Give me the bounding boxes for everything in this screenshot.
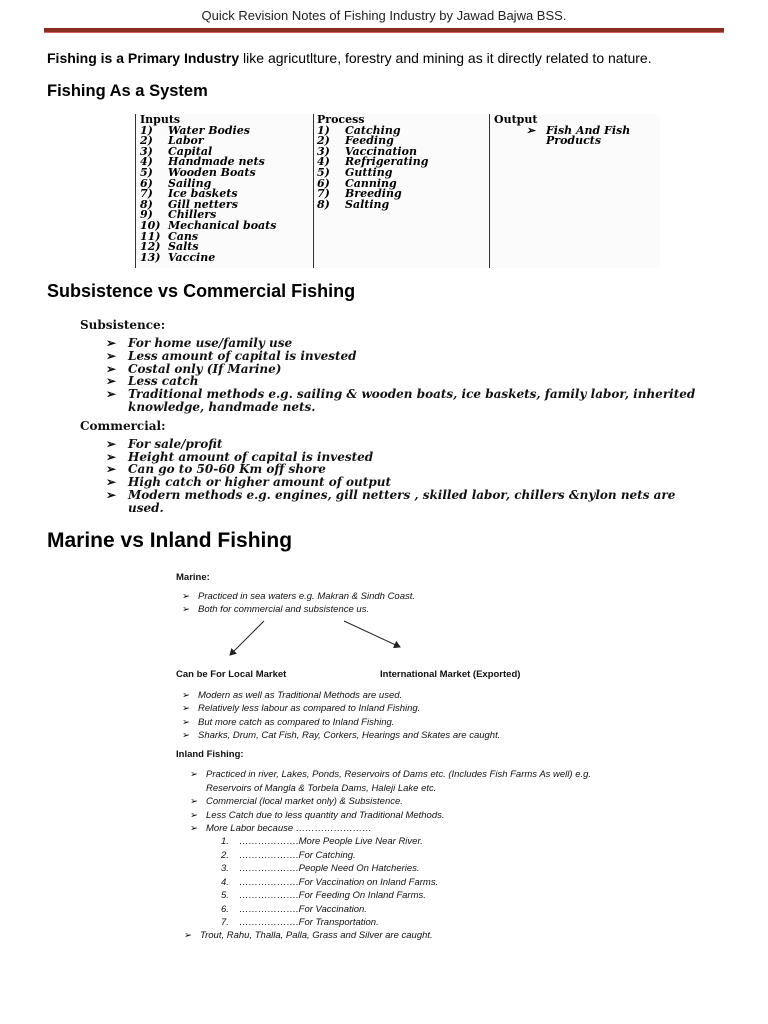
item-text: Mechanical boats — [168, 218, 277, 232]
list-item — [140, 250, 313, 264]
item-text: Modern as well as Traditional Methods are used. — [198, 689, 403, 701]
subsistence-title: Subsistence: — [80, 318, 166, 332]
list-item — [317, 176, 489, 190]
system-table — [135, 114, 660, 268]
item-number: 7. — [221, 916, 229, 928]
item-text: Both for commercial and subsistence us. — [198, 604, 370, 616]
item-text: Vaccine — [168, 250, 216, 264]
item-text: Vaccination — [345, 144, 417, 158]
subsistence-heading: Subsistence vs Commercial Fishing — [47, 281, 356, 301]
caught-list — [178, 929, 606, 942]
item-text: Relatively less labour as compared to Inland Fishing. — [198, 703, 421, 715]
list-item — [176, 716, 606, 729]
list-item — [80, 489, 700, 515]
arrow-bullet-icon: ➢ — [106, 475, 117, 490]
item-text: Sharks, Drum, Cat Fish, Ray, Corkers, Hearings and Skates are caught. — [198, 730, 501, 742]
item-number: 4) — [140, 155, 153, 169]
inland-list — [184, 768, 606, 835]
list-item — [184, 768, 606, 795]
list-item — [140, 242, 313, 253]
item-text: But more catch as compared to Inland Fishing. — [198, 716, 395, 728]
output-text: Fish And Fish Products — [546, 123, 631, 148]
system-heading: Fishing As a System — [47, 82, 208, 100]
item-text: Salts — [168, 240, 199, 254]
arrow-bullet-icon: ➢ — [106, 462, 117, 477]
item-text: Cans — [168, 229, 199, 243]
list-item — [178, 929, 606, 942]
item-number: 1. — [221, 836, 229, 848]
item-text: ……………….For Transportation. — [239, 916, 379, 928]
list-item — [221, 862, 606, 875]
marine-heading: Marine vs Inland Fishing — [47, 529, 293, 552]
subsistence-block — [80, 318, 700, 515]
item-text: ……………….For Feeding On Inland Farms. — [239, 890, 426, 902]
item-text: Breeding — [345, 187, 402, 201]
item-text: ……………….For Vaccination. — [239, 903, 367, 915]
item-number: 5) — [317, 165, 330, 179]
item-text: Ice baskets — [168, 187, 238, 201]
arrow-bullet-icon: ➢ — [190, 809, 198, 821]
subsistence-list — [80, 337, 700, 414]
list-item — [140, 136, 313, 147]
arrow-bullet-icon: ➢ — [182, 730, 190, 742]
arrow-bullet-icon: ➢ — [526, 123, 536, 137]
item-number: 1) — [140, 123, 153, 137]
item-number: 8) — [140, 197, 153, 211]
item-text: Chillers — [168, 208, 217, 222]
commercial-title: Commercial: — [80, 418, 166, 433]
marine-title: Marine: — [176, 572, 210, 583]
list-item — [221, 916, 606, 929]
item-text: Practiced in river, Lakes, Ponds, Reservoirs of Dams etc. (Includes Fish Farms As well) e.g. Reservoirs of Mangla & Torbela Dams, Haleji Lake etc. — [206, 769, 592, 794]
arrow-bullet-icon: ➢ — [182, 716, 190, 728]
item-number: 10) — [140, 218, 161, 232]
item-number: 7) — [317, 187, 330, 201]
item-number: 5. — [221, 890, 229, 902]
item-text: Gutting — [345, 165, 393, 179]
market-list — [176, 689, 606, 743]
marine-list — [176, 590, 606, 617]
item-text: High catch or higher amount of output — [128, 475, 391, 490]
list-item — [317, 189, 489, 200]
header-divider — [44, 28, 724, 33]
list-item — [140, 229, 313, 243]
arrow-right-icon — [344, 621, 400, 647]
item-text: Can go to 50-60 Km off shore — [128, 462, 326, 477]
list-item — [140, 165, 313, 179]
item-text: Height amount of capital is invested — [128, 449, 374, 464]
item-text: Feeding — [345, 134, 394, 148]
list-item — [176, 689, 606, 702]
inputs-list — [136, 123, 313, 264]
item-text: Handmade nets — [168, 155, 265, 169]
output-item — [490, 123, 660, 148]
item-text: For sale/profit — [128, 436, 223, 451]
arrow-bullet-icon: ➢ — [182, 689, 190, 701]
item-number: 12) — [140, 240, 161, 254]
item-text: For home use/family use — [128, 336, 293, 350]
item-text: Sailing — [168, 176, 212, 190]
process-header: Process — [317, 113, 365, 126]
arrow-bullet-icon: ➢ — [106, 348, 117, 363]
list-item — [80, 388, 700, 414]
page-header: Quick Revision Notes of Fishing Industry by Jawad Bajwa BSS. — [201, 8, 567, 23]
list-item — [176, 603, 606, 616]
list-item — [221, 849, 606, 862]
item-number: 3. — [221, 863, 229, 875]
item-number: 2) — [140, 134, 153, 148]
item-text: Practiced in sea waters e.g. Makran & Sindh Coast. — [198, 591, 416, 602]
item-number: 4. — [221, 876, 229, 888]
item-text: Less amount of capital is invested — [128, 348, 357, 363]
item-text: Traditional methods e.g. sailing & wooden boats, ice baskets, family labor, inherited knowledge, handmade nets. — [128, 387, 696, 414]
item-text: Refrigerating — [345, 155, 429, 169]
list-item — [221, 876, 606, 889]
output-header: Output — [494, 113, 538, 126]
item-text: Water Bodies — [168, 123, 250, 137]
arrow-bullet-icon: ➢ — [106, 449, 117, 464]
item-number: 7) — [140, 187, 153, 201]
list-item — [317, 157, 489, 168]
list-item — [184, 795, 606, 808]
list-item — [140, 123, 313, 137]
item-text: Salting — [345, 197, 390, 211]
item-number: 2. — [221, 849, 229, 861]
item-text: ……………….For Vaccination on Inland Farms. — [239, 876, 439, 888]
local-market-label: Can be For Local Market — [176, 668, 287, 680]
arrow-bullet-icon: ➢ — [190, 823, 198, 835]
item-text: Less Catch due to less quantity and Traditional Methods. — [206, 809, 445, 821]
item-text: Labor — [168, 134, 204, 148]
item-text: Canning — [345, 176, 397, 190]
item-text: Wooden Boats — [168, 165, 256, 179]
arrow-bullet-icon: ➢ — [106, 436, 117, 451]
list-item — [317, 197, 489, 211]
item-text: Costal only (If Marine) — [128, 361, 282, 376]
arrow-bullet-icon: ➢ — [182, 703, 190, 715]
item-number: 3) — [317, 144, 330, 158]
inputs-column — [135, 114, 314, 268]
item-number: 5) — [140, 165, 153, 179]
list-item — [221, 903, 606, 916]
item-text: Less catch — [128, 374, 199, 389]
list-item — [184, 809, 606, 822]
arrow-bullet-icon: ➢ — [182, 604, 190, 616]
item-text: ……………….More People Live Near River. — [239, 836, 423, 848]
caught-text: Trout, Rahu, Thalla, Palla, Grass and Silver are caught. — [200, 930, 433, 942]
item-text: ……………….For Catching. — [239, 849, 356, 861]
marine-block — [176, 572, 606, 943]
item-text: Gill netters — [168, 197, 238, 211]
item-number: 6) — [140, 176, 153, 190]
process-column — [313, 114, 490, 268]
item-number: 8) — [317, 197, 330, 211]
list-item — [317, 123, 489, 137]
arrow-bullet-icon: ➢ — [106, 361, 117, 376]
arrow-bullet-icon: ➢ — [106, 336, 117, 350]
item-text: ……………….People Need On Hatcheries. — [239, 863, 420, 875]
arrow-left-icon — [230, 621, 264, 655]
intro-bold: Fishing is a Primary Industry — [47, 50, 240, 66]
item-number: 6) — [317, 176, 330, 190]
item-number: 1) — [317, 123, 330, 137]
market-labels — [176, 669, 606, 683]
list-item — [184, 822, 606, 835]
arrow-bullet-icon: ➢ — [184, 930, 192, 942]
intro-rest: like agricutlture, forestry and mining as it directly related to nature. — [239, 50, 652, 66]
item-number: 2) — [317, 134, 330, 148]
arrow-bullet-icon: ➢ — [106, 374, 117, 389]
arrow-bullet-icon: ➢ — [106, 387, 117, 402]
inland-title: Inland Fishing: — [176, 749, 244, 761]
arrow-bullet-icon: ➢ — [182, 591, 190, 602]
inputs-header: Inputs — [140, 113, 181, 126]
list-item — [221, 889, 606, 902]
item-number: 3) — [140, 144, 153, 158]
process-list — [313, 123, 489, 211]
list-item — [317, 165, 489, 179]
arrow-bullet-icon: ➢ — [106, 487, 117, 502]
item-text: Catching — [345, 123, 401, 137]
item-number: 6. — [221, 903, 229, 915]
item-number: 13) — [140, 250, 161, 264]
labor-reasons-list — [176, 835, 606, 929]
arrow-bullet-icon: ➢ — [190, 796, 198, 808]
list-item — [176, 590, 606, 603]
list-item — [221, 835, 606, 848]
item-number: 11) — [140, 229, 161, 243]
list-item — [140, 218, 313, 232]
list-item — [176, 729, 606, 742]
international-market-label: International Market (Exported) — [380, 668, 521, 680]
split-arrows-diagram — [176, 617, 606, 669]
item-number: 9) — [140, 208, 153, 222]
item-number: 4) — [317, 155, 330, 169]
list-item — [176, 702, 606, 715]
item-text: Modern methods e.g. engines, gill netters , skilled labor, chillers &nylon nets are used. — [128, 487, 676, 515]
arrow-bullet-icon: ➢ — [190, 769, 198, 781]
output-column — [490, 114, 660, 268]
item-text: Capital — [168, 144, 213, 158]
intro-paragraph — [47, 50, 652, 66]
item-text: Commercial (local market only) & Subsistence. — [206, 796, 403, 808]
list-item — [140, 197, 313, 211]
commercial-list — [80, 438, 700, 515]
item-text: More Labor because …………………… — [206, 823, 372, 835]
